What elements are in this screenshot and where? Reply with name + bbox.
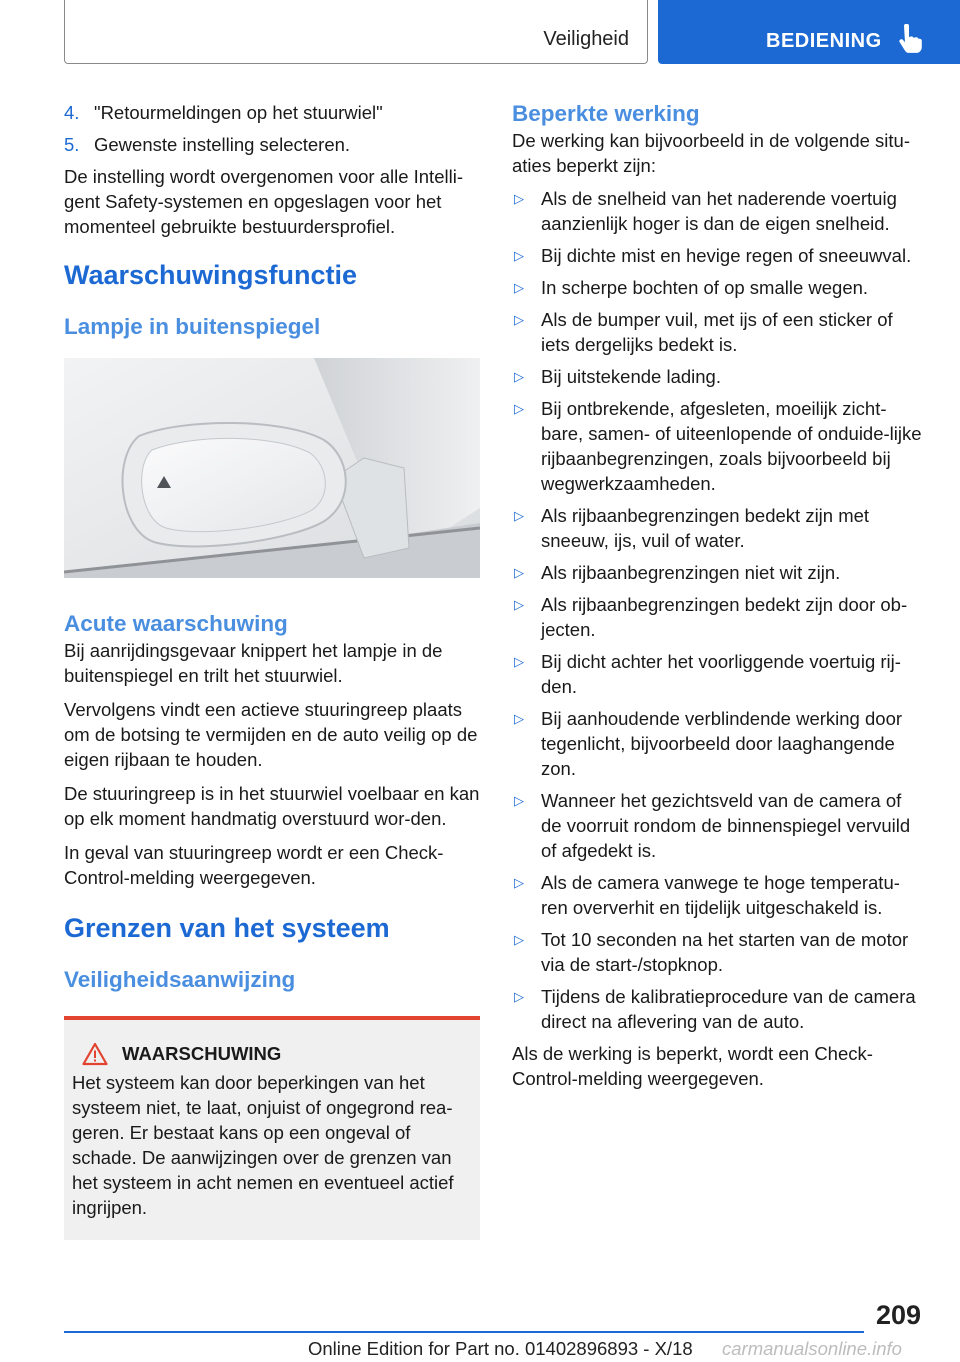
warning-box <box>64 1016 480 1240</box>
bullet-triangle-icon: ▷ <box>514 312 524 327</box>
step-number: 5. <box>64 134 80 155</box>
list-item <box>512 243 926 268</box>
limitations-list <box>512 186 926 1034</box>
hand-pointer-icon <box>896 24 922 54</box>
list-item <box>512 560 926 585</box>
bullet-text: Tot 10 seconden na het starten van de motor via de start-/stopknop. <box>541 929 909 975</box>
bullet-text: Als de camera vanwege te hoge temperatu‐ren oververhit en tijdelijk uitgeschakeld is. <box>541 872 900 918</box>
bullet-triangle-icon: ▷ <box>514 369 524 384</box>
heading-limited-operation: Beperkte werking <box>512 101 700 126</box>
bullet-triangle-icon: ▷ <box>514 793 524 808</box>
list-item <box>512 503 926 553</box>
bullet-text: Bij ontbrekende, afgesleten, moeilijk zicht‐bare, samen- of uiteenlopende of onduide‐lijke rijbaanbegrenzingen, zoals bijvoorbeeld bij wegwerkzaamheden. <box>541 398 922 494</box>
warning-text: Het systeem kan door beperkingen van het systeem niet, te laat, onjuist of ongegrond rea‐geren. Er bestaat kans op een ongeval of schade. De aanwijzingen over de grenzen van het systeem in acht nemen en eventueel actief ingrijpen. <box>72 1072 454 1218</box>
heading-system-limits: Grenzen van het systeem <box>64 913 390 943</box>
list-item <box>512 275 926 300</box>
bullet-triangle-icon: ▷ <box>514 401 524 416</box>
right-column <box>512 100 926 1100</box>
bullet-triangle-icon: ▷ <box>514 875 524 890</box>
heading-lamp: Lampje in buitenspiegel <box>64 314 321 339</box>
bullet-text: Bij dicht achter het voorliggende voertuig rij‐den. <box>541 651 901 697</box>
bullet-triangle-icon: ▷ <box>514 932 524 947</box>
paragraph: De instelling wordt overgenomen voor alle Intelli‐gent Safety-systemen en opgeslagen voor het momenteel gebruikte bestuurdersprofiel. <box>64 166 463 237</box>
mirror-illustration <box>64 358 480 578</box>
step-number: 4. <box>64 102 80 123</box>
left-column <box>64 100 480 1240</box>
page-number: 209 <box>876 1300 922 1330</box>
footer-watermark: carmanualsonline.info <box>722 1338 902 1359</box>
step-text: "Retourmeldingen op het stuurwiel" <box>94 102 383 123</box>
list-item <box>512 927 926 977</box>
list-item <box>512 706 926 781</box>
list-item <box>512 396 926 496</box>
bullet-triangle-icon: ▷ <box>514 565 524 580</box>
bullet-text: Tijdens de kalibratieprocedure van de camera direct na aflevering van de auto. <box>541 986 916 1032</box>
paragraph: Als de werking is beperkt, wordt een Check-Control-melding weergegeven. <box>512 1043 873 1089</box>
header-chapter-tab[interactable] <box>658 0 960 64</box>
bullet-text: Als de bumper vuil, met ijs of een sticker of iets dergelijks bedekt is. <box>541 309 893 355</box>
footer-divider <box>64 1331 864 1333</box>
paragraph: De stuuringreep is in het stuurwiel voelbaar en kan op elk moment handmatig overstuurd wor‐den. <box>64 783 480 829</box>
bullet-triangle-icon: ▷ <box>514 597 524 612</box>
paragraph: De werking kan bijvoorbeeld in de volgende situ‐aties beperkt zijn: <box>512 130 910 176</box>
list-item <box>64 100 480 125</box>
bullet-text: Als rijbaanbegrenzingen niet wit zijn. <box>541 562 841 583</box>
bullet-text: Bij aanhoudende verblindende werking door tegenlicht, bijvoorbeeld door laaghangende zon. <box>541 708 903 779</box>
step-text: Gewenste instelling selecteren. <box>94 134 351 155</box>
heading-acute-warning: Acute waarschuwing <box>64 611 288 636</box>
warning-triangle-icon <box>82 1042 108 1066</box>
bullet-text: In scherpe bochten of op smalle wegen. <box>541 277 869 298</box>
list-item <box>512 307 926 357</box>
bullet-text: Als rijbaanbegrenzingen bedekt zijn door ob‐jecten. <box>541 594 908 640</box>
paragraph: Bij aanrijdingsgevaar knippert het lampje in de buitenspiegel en trilt het stuurwiel. <box>64 640 443 686</box>
list-item <box>512 788 926 863</box>
bullet-triangle-icon: ▷ <box>514 508 524 523</box>
list-item <box>512 984 926 1034</box>
bullet-text: Als de snelheid van het naderende voertuig aanzienlijk hoger is dan de eigen snelheid. <box>541 188 897 234</box>
paragraph: Vervolgens vindt een actieve stuuringreep plaats om de botsing te vermijden en de auto veilig op de eigen rijbaan te houden. <box>64 699 478 770</box>
footer-edition: Online Edition for Part no. 01402896893 - X/18 <box>308 1338 693 1359</box>
list-item <box>512 649 926 699</box>
header-chapter-label: BEDIENING <box>766 30 882 52</box>
list-item <box>512 592 926 642</box>
paragraph: In geval van stuuringreep wordt er een Check-Control-melding weergegeven. <box>64 842 444 888</box>
bullet-text: Bij dichte mist en hevige regen of sneeuwval. <box>541 245 912 266</box>
list-item <box>512 870 926 920</box>
header-section-box <box>64 0 648 64</box>
header-section-title: Veiligheid <box>543 28 629 50</box>
warning-title-row <box>72 1042 472 1066</box>
bullet-triangle-icon: ▷ <box>514 191 524 206</box>
bullet-text: Wanneer het gezichtsveld van de camera of de voorruit rondom de binnenspiegel vervuild of afgedekt is. <box>541 790 911 861</box>
bullet-text: Bij uitstekende lading. <box>541 366 721 387</box>
heading-safety-notice: Veiligheidsaanwijzing <box>64 967 296 992</box>
warning-title: WAARSCHUWING <box>122 1043 282 1064</box>
bullet-triangle-icon: ▷ <box>514 248 524 263</box>
list-item <box>512 186 926 236</box>
bullet-triangle-icon: ▷ <box>514 654 524 669</box>
bullet-text: Als rijbaanbegrenzingen bedekt zijn met sneeuw, ijs, vuil of water. <box>541 505 870 551</box>
bullet-triangle-icon: ▷ <box>514 280 524 295</box>
heading-warning-function: Waarschuwingsfunctie <box>64 260 358 290</box>
bullet-triangle-icon: ▷ <box>514 711 524 726</box>
bullet-triangle-icon: ▷ <box>514 989 524 1004</box>
side-mirror-image <box>64 358 480 578</box>
list-item <box>512 364 926 389</box>
list-item <box>64 132 480 157</box>
